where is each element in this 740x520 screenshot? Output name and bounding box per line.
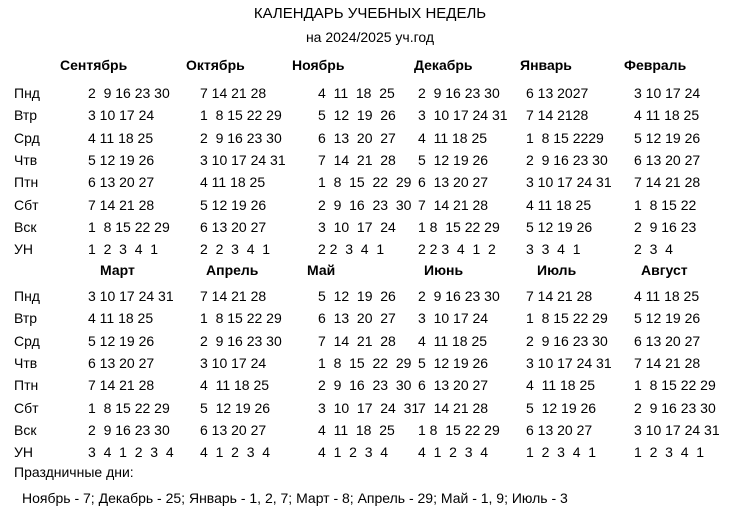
day-cell: 3 10 17 24 31 (634, 421, 720, 438)
row-label: Втр (14, 107, 38, 124)
day-cell: 2 9 16 23 30 (634, 399, 716, 416)
day-cell: 4 11 18 25 (318, 421, 395, 438)
day-cell: 2 2 3 4 1 2 (418, 241, 496, 258)
day-cell: 2 2 3 4 1 (200, 241, 271, 258)
day-cell: 7 14 21 28 (88, 377, 155, 394)
holidays-title: Праздничные дни: (14, 464, 134, 480)
day-cell: 4 11 18 25 (634, 107, 700, 124)
month-top-3: Декабрь (414, 57, 473, 73)
day-cell: 4 11 18 25 (200, 174, 266, 191)
month-top-2: Ноябрь (292, 57, 345, 73)
day-cell: 1 2 3 4 1 (88, 241, 159, 258)
day-cell: 5 12 19 26 (200, 196, 267, 213)
day-cell: 2 2 3 4 1 (318, 241, 385, 258)
day-cell: 5 12 19 26 (88, 151, 155, 168)
day-cell: 2 9 16 23 (634, 218, 697, 235)
day-cell: 6 13 20 27 (200, 421, 267, 438)
day-cell: 6 13 20 27 (526, 421, 593, 438)
day-cell: 5 12 19 26 (418, 151, 489, 168)
day-cell: 4 11 18 25 (200, 377, 270, 394)
day-cell: 5 12 19 26 (634, 310, 701, 327)
row-label: УН (14, 241, 34, 258)
day-cell: 4 11 18 25 (418, 129, 488, 146)
day-cell: 5 12 19 26 (88, 332, 155, 349)
day-cell: 2 9 16 23 30 (526, 332, 608, 349)
row-label: Пнд (14, 288, 40, 304)
day-cell: 4 11 18 25 (418, 332, 488, 349)
day-cell: 6 13 20 27 (88, 354, 155, 371)
day-cell: 1 8 15 22 29 (200, 107, 282, 124)
day-cell: 3 10 17 24 (418, 310, 489, 327)
day-cell: 4 1 2 3 4 (318, 444, 389, 461)
day-cell: 1 2 3 4 1 (526, 444, 597, 461)
day-cell: 2 9 16 23 30 (418, 85, 500, 101)
day-cell: 7 14 21 28 (88, 196, 155, 213)
day-cell: 1 8 15 22 29 (418, 218, 500, 235)
page-subtitle: на 2024/2025 уч.год (305, 29, 435, 45)
day-cell: 7 14 21 28 (526, 288, 593, 304)
row-label: Срд (14, 332, 40, 349)
day-cell: 1 8 15 22 29 (88, 218, 170, 235)
day-cell: 7 14 21 28 (200, 288, 267, 304)
day-cell: 6 13 20 27 (318, 129, 396, 146)
day-cell: 4 11 18 25 (88, 129, 154, 146)
row-label: Втр (14, 310, 38, 327)
day-cell: 5 12 19 26 (200, 399, 271, 416)
row-label: Сбт (14, 399, 39, 416)
day-cell: 1 8 15 22 29 (88, 399, 170, 416)
day-cell: 7 14 21 28 (200, 85, 267, 101)
day-cell: 6 13 20 27 (418, 174, 489, 191)
day-cell: 3 4 1 2 3 4 (88, 444, 174, 461)
day-cell: 7 14 21 28 (318, 151, 396, 168)
month-top-1: Октябрь (186, 57, 245, 73)
day-cell: 3 10 17 24 (200, 354, 267, 371)
row-label: Пнд (14, 85, 40, 101)
day-cell: 4 11 18 25 (526, 196, 592, 213)
day-cell: 5 12 19 26 (526, 218, 593, 235)
day-cell: 1 8 15 2229 (526, 129, 604, 146)
month-bottom-2: Май (307, 262, 336, 278)
day-cell: 2 9 16 23 30 (88, 421, 170, 438)
day-cell: 1 8 15 22 29 (318, 354, 412, 371)
day-cell: 2 9 16 23 30 (418, 288, 500, 304)
day-cell: 3 10 17 24 (88, 107, 155, 124)
month-bottom-3: Июнь (424, 262, 464, 278)
day-cell: 5 12 19 26 (318, 107, 396, 124)
month-bottom-0: Март (100, 262, 135, 278)
day-cell: 6 13 20 27 (634, 332, 701, 349)
day-cell: 3 10 17 24 31 (200, 151, 286, 168)
day-cell: 1 2 3 4 1 (634, 444, 705, 461)
day-cell: 1 8 15 22 29 (634, 377, 716, 394)
day-cell: 2 3 4 (634, 241, 673, 258)
day-cell: 5 12 19 26 (634, 129, 701, 146)
day-cell: 4 11 18 25 (526, 377, 596, 394)
day-cell: 4 1 2 3 4 (418, 444, 489, 461)
day-cell: 4 11 18 25 (634, 288, 700, 304)
row-label: Вск (14, 218, 37, 235)
day-cell: 6 13 20 27 (418, 377, 489, 394)
row-label: Срд (14, 129, 40, 146)
day-cell: 4 11 18 25 (88, 310, 154, 327)
day-cell: 2 9 16 23 30 (318, 196, 412, 213)
day-cell: 6 13 20 27 (88, 174, 155, 191)
month-top-0: Сентябрь (60, 57, 128, 73)
day-cell: 3 10 17 24 31 (318, 399, 420, 416)
day-cell: 3 10 17 24 31 (526, 174, 612, 191)
day-cell: 1 8 15 22 29 (526, 310, 608, 327)
day-cell: 1 8 15 22 29 (318, 174, 412, 191)
month-bottom-4: Июль (537, 262, 577, 278)
day-cell: 4 11 18 25 (318, 85, 395, 101)
day-cell: 6 13 2027 (526, 85, 589, 101)
month-top-5: Февраль (624, 57, 687, 73)
month-bottom-5: Август (641, 262, 688, 278)
day-cell: 7 14 21 28 (418, 399, 489, 416)
holidays-list: Ноябрь - 7; Декабрь - 25; Январь - 1, 2, 7; Март - 8; Апрель - 29; Май - 1, 9; Июль - 3 (22, 490, 568, 506)
day-cell: 3 10 17 24 (634, 85, 701, 101)
day-cell: 1 8 15 22 (634, 196, 697, 213)
day-cell: 7 14 2128 (526, 107, 589, 124)
day-cell: 1 8 15 22 29 (200, 310, 282, 327)
day-cell: 3 3 4 1 (526, 241, 581, 258)
month-bottom-1: Апрель (206, 262, 259, 278)
day-cell: 3 10 17 24 31 (88, 288, 174, 304)
row-label: Птн (14, 174, 39, 191)
day-cell: 2 9 16 23 30 (526, 151, 608, 168)
row-label: Чтв (14, 354, 38, 371)
day-cell: 5 12 19 26 (318, 288, 396, 304)
day-cell: 3 10 17 24 (318, 218, 396, 235)
day-cell: 3 10 17 24 31 (418, 107, 508, 124)
day-cell: 6 13 20 27 (318, 310, 396, 327)
day-cell: 5 12 19 26 (526, 399, 597, 416)
page-title: КАЛЕНДАРЬ УЧЕБНЫХ НЕДЕЛЬ (253, 5, 487, 22)
day-cell: 3 10 17 24 31 (526, 354, 612, 371)
row-label: УН (14, 444, 34, 461)
day-cell: 2 9 16 23 30 (200, 129, 282, 146)
row-label: Птн (14, 377, 39, 394)
row-label: Вск (14, 421, 37, 438)
month-top-4: Январь (520, 57, 572, 73)
day-cell: 2 9 16 23 30 (318, 377, 412, 394)
row-label: Сбт (14, 196, 39, 213)
day-cell: 2 9 16 23 30 (88, 85, 170, 101)
day-cell: 1 8 15 22 29 (418, 421, 500, 438)
row-label: Чтв (14, 151, 38, 168)
day-cell: 6 13 20 27 (634, 151, 701, 168)
day-cell: 7 14 21 28 (418, 196, 489, 213)
day-cell: 7 14 21 28 (318, 332, 396, 349)
day-cell: 7 14 21 28 (634, 354, 701, 371)
day-cell: 4 1 2 3 4 (200, 444, 271, 461)
day-cell: 2 9 16 23 30 (200, 332, 282, 349)
day-cell: 6 13 20 27 (200, 218, 267, 235)
day-cell: 7 14 21 28 (634, 174, 701, 191)
day-cell: 5 12 19 26 (418, 354, 489, 371)
